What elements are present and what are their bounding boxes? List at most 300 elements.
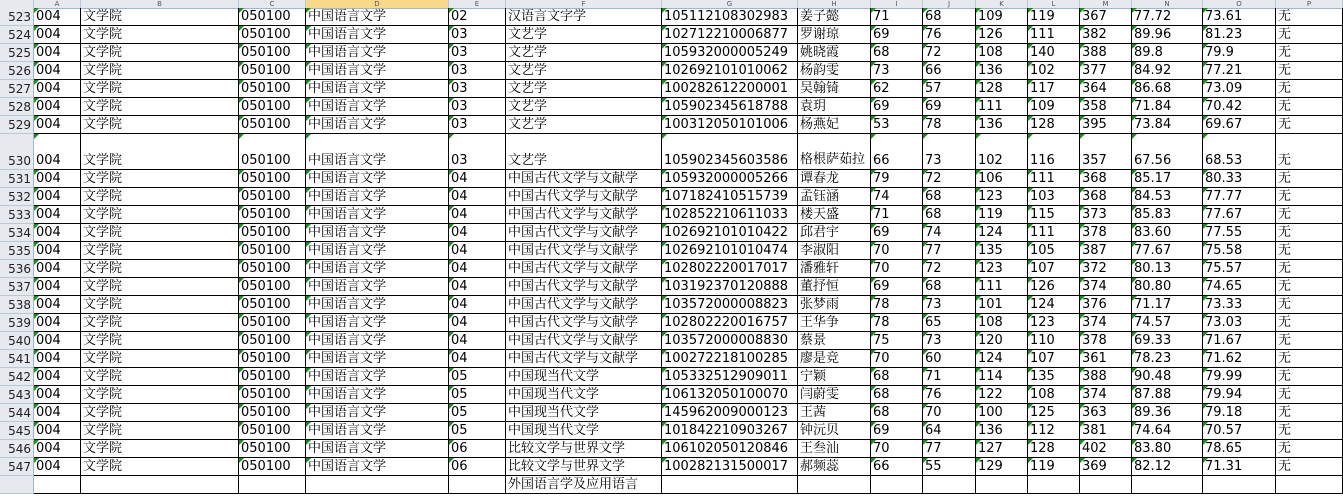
cell-k[interactable]: 127	[976, 440, 1028, 458]
cell-k[interactable]: 100	[976, 404, 1028, 422]
cell-d[interactable]: 中国语言文学	[306, 44, 449, 62]
cell-b[interactable]: 文学院	[81, 386, 239, 404]
cell-m[interactable]: 395	[1080, 116, 1132, 134]
cell-p[interactable]: 无	[1276, 188, 1343, 206]
cell-l[interactable]: 117	[1028, 80, 1080, 98]
cell-o[interactable]: 71.31	[1203, 458, 1276, 476]
cell-a[interactable]	[34, 476, 81, 494]
cell-d[interactable]: 中国语言文学	[306, 368, 449, 386]
cell-e[interactable]: 06	[449, 440, 506, 458]
cell-e[interactable]: 04	[449, 170, 506, 188]
cell-g[interactable]: 105932000005266	[662, 170, 798, 188]
cell-nv[interactable]	[1132, 476, 1203, 494]
cell-h[interactable]: 邱君宇	[798, 224, 871, 242]
cell-nv[interactable]: 67.56	[1132, 134, 1203, 170]
cell-i[interactable]: 70	[871, 440, 923, 458]
cell-p[interactable]: 无	[1276, 44, 1343, 62]
cell-k[interactable]: 111	[976, 98, 1028, 116]
cell-k[interactable]: 136	[976, 116, 1028, 134]
cell-b[interactable]: 文学院	[81, 206, 239, 224]
column-header-n[interactable]: N	[1132, 0, 1203, 8]
cell-a[interactable]: 004	[34, 170, 81, 188]
cell-m[interactable]: 357	[1080, 134, 1132, 170]
cell-l[interactable]: 124	[1028, 296, 1080, 314]
cell-f[interactable]: 汉语言文字学	[506, 8, 662, 26]
cell-h[interactable]: 格根萨茹拉	[798, 134, 871, 170]
cell-f[interactable]: 文艺学	[506, 116, 662, 134]
cell-b[interactable]: 文学院	[81, 458, 239, 476]
cell-c[interactable]: 050100	[239, 80, 306, 98]
cell-j[interactable]: 77	[923, 440, 976, 458]
cell-h[interactable]: 宁颖	[798, 368, 871, 386]
cell-g[interactable]: 103572000008823	[662, 296, 798, 314]
cell-o[interactable]: 69.67	[1203, 116, 1276, 134]
cell-m[interactable]: 372	[1080, 260, 1132, 278]
cell-k[interactable]: 124	[976, 224, 1028, 242]
cell-e[interactable]	[449, 476, 506, 494]
row-header[interactable]: 547	[0, 458, 34, 476]
cell-k[interactable]: 124	[976, 350, 1028, 368]
cell-nv[interactable]: 84.53	[1132, 188, 1203, 206]
cell-k[interactable]: 129	[976, 458, 1028, 476]
cell-e[interactable]: 02	[449, 8, 506, 26]
cell-p[interactable]: 无	[1276, 314, 1343, 332]
cell-h[interactable]: 潘雅轩	[798, 260, 871, 278]
cell-b[interactable]: 文学院	[81, 8, 239, 26]
cell-d[interactable]: 中国语言文学	[306, 314, 449, 332]
cell-e[interactable]: 04	[449, 206, 506, 224]
cell-f[interactable]: 中国现当代文学	[506, 368, 662, 386]
cell-e[interactable]: 03	[449, 134, 506, 170]
cell-j[interactable]: 76	[923, 386, 976, 404]
cell-m[interactable]: 388	[1080, 368, 1132, 386]
cell-p[interactable]: 无	[1276, 386, 1343, 404]
cell-g[interactable]: 102712210006877	[662, 26, 798, 44]
cell-i[interactable]: 68	[871, 386, 923, 404]
cell-i[interactable]: 69	[871, 422, 923, 440]
cell-j[interactable]: 73	[923, 332, 976, 350]
cell-p[interactable]: 无	[1276, 26, 1343, 44]
row-header[interactable]: 542	[0, 368, 34, 386]
column-header-e[interactable]: E	[449, 0, 506, 8]
cell-g[interactable]: 105902345618788	[662, 98, 798, 116]
cell-k[interactable]: 101	[976, 296, 1028, 314]
cell-f[interactable]: 文艺学	[506, 134, 662, 170]
cell-e[interactable]: 04	[449, 314, 506, 332]
cell-c[interactable]: 050100	[239, 422, 306, 440]
cell-b[interactable]: 文学院	[81, 116, 239, 134]
cell-h[interactable]: 郝频蕊	[798, 458, 871, 476]
cell-d[interactable]: 中国语言文学	[306, 458, 449, 476]
cell-b[interactable]: 文学院	[81, 224, 239, 242]
cell-g[interactable]: 145962009000123	[662, 404, 798, 422]
cell-nv[interactable]: 85.17	[1132, 170, 1203, 188]
cell-a[interactable]: 004	[34, 224, 81, 242]
cell-i[interactable]: 70	[871, 350, 923, 368]
cell-l[interactable]: 125	[1028, 404, 1080, 422]
cell-m[interactable]: 363	[1080, 404, 1132, 422]
cell-m[interactable]: 381	[1080, 422, 1132, 440]
row-header[interactable]: 524	[0, 26, 34, 44]
cell-m[interactable]: 374	[1080, 278, 1132, 296]
cell-m[interactable]: 367	[1080, 8, 1132, 26]
row-header[interactable]: 544	[0, 404, 34, 422]
cell-p[interactable]: 无	[1276, 80, 1343, 98]
cell-p[interactable]: 无	[1276, 404, 1343, 422]
cell-b[interactable]: 文学院	[81, 260, 239, 278]
cell-e[interactable]: 04	[449, 188, 506, 206]
column-header-d[interactable]: D	[306, 0, 449, 8]
cell-d[interactable]: 中国语言文学	[306, 242, 449, 260]
cell-o[interactable]: 73.09	[1203, 80, 1276, 98]
cell-l[interactable]: 111	[1028, 26, 1080, 44]
cell-o[interactable]: 77.21	[1203, 62, 1276, 80]
cell-l[interactable]: 107	[1028, 350, 1080, 368]
cell-f[interactable]: 中国古代文学与文献学	[506, 206, 662, 224]
cell-a[interactable]: 004	[34, 368, 81, 386]
cell-p[interactable]: 无	[1276, 350, 1343, 368]
cell-d[interactable]: 中国语言文学	[306, 98, 449, 116]
cell-k[interactable]: 123	[976, 260, 1028, 278]
cell-p[interactable]: 无	[1276, 368, 1343, 386]
cell-p[interactable]: 无	[1276, 116, 1343, 134]
row-header[interactable]: 541	[0, 350, 34, 368]
cell-h[interactable]: 杨燕妃	[798, 116, 871, 134]
cell-a[interactable]: 004	[34, 44, 81, 62]
cell-i[interactable]: 68	[871, 44, 923, 62]
cell-j[interactable]: 69	[923, 98, 976, 116]
cell-b[interactable]: 文学院	[81, 26, 239, 44]
cell-p[interactable]: 无	[1276, 260, 1343, 278]
row-header[interactable]: 533	[0, 206, 34, 224]
cell-m[interactable]: 388	[1080, 44, 1132, 62]
cell-h[interactable]: 孟钰涵	[798, 188, 871, 206]
cell-k[interactable]: 102	[976, 134, 1028, 170]
cell-i[interactable]: 79	[871, 170, 923, 188]
row-header[interactable]: 532	[0, 188, 34, 206]
cell-l[interactable]: 111	[1028, 170, 1080, 188]
cell-c[interactable]: 050100	[239, 296, 306, 314]
cell-i[interactable]: 70	[871, 242, 923, 260]
cell-m[interactable]: 373	[1080, 206, 1132, 224]
cell-f[interactable]: 中国古代文学与文献学	[506, 170, 662, 188]
cell-k[interactable]: 106	[976, 170, 1028, 188]
cell-g[interactable]: 102802220017017	[662, 260, 798, 278]
cell-c[interactable]: 050100	[239, 206, 306, 224]
column-header-j[interactable]: J	[923, 0, 976, 8]
cell-k[interactable]: 122	[976, 386, 1028, 404]
cell-p[interactable]: 无	[1276, 296, 1343, 314]
cell-f[interactable]: 中国古代文学与文献学	[506, 188, 662, 206]
cell-d[interactable]: 中国语言文学	[306, 332, 449, 350]
cell-c[interactable]: 050100	[239, 224, 306, 242]
cell-a[interactable]: 004	[34, 440, 81, 458]
cell-e[interactable]: 04	[449, 278, 506, 296]
cell-p[interactable]: 无	[1276, 98, 1343, 116]
row-header[interactable]: 525	[0, 44, 34, 62]
cell-g[interactable]: 105932000005249	[662, 44, 798, 62]
cell-e[interactable]: 04	[449, 296, 506, 314]
cell-d[interactable]: 中国语言文学	[306, 116, 449, 134]
cell-k[interactable]: 108	[976, 314, 1028, 332]
cell-p[interactable]: 无	[1276, 440, 1343, 458]
cell-p[interactable]: 无	[1276, 422, 1343, 440]
cell-j[interactable]: 72	[923, 170, 976, 188]
cell-c[interactable]: 050100	[239, 26, 306, 44]
cell-nv[interactable]: 89.96	[1132, 26, 1203, 44]
cell-h[interactable]	[798, 476, 871, 494]
cell-m[interactable]: 358	[1080, 98, 1132, 116]
cell-m[interactable]: 378	[1080, 332, 1132, 350]
cell-f[interactable]: 中国古代文学与文献学	[506, 278, 662, 296]
cell-o[interactable]: 71.62	[1203, 350, 1276, 368]
cell-a[interactable]: 004	[34, 188, 81, 206]
cell-o[interactable]: 73.33	[1203, 296, 1276, 314]
cell-m[interactable]: 377	[1080, 62, 1132, 80]
cell-h[interactable]: 李淑阳	[798, 242, 871, 260]
cell-m[interactable]: 376	[1080, 296, 1132, 314]
row-header[interactable]: 543	[0, 386, 34, 404]
cell-d[interactable]: 中国语言文学	[306, 350, 449, 368]
cell-f[interactable]: 中国古代文学与文献学	[506, 350, 662, 368]
cell-i[interactable]: 69	[871, 26, 923, 44]
cell-nv[interactable]: 74.64	[1132, 422, 1203, 440]
cell-j[interactable]: 78	[923, 116, 976, 134]
cell-o[interactable]: 70.57	[1203, 422, 1276, 440]
cell-e[interactable]: 04	[449, 224, 506, 242]
cell-c[interactable]: 050100	[239, 44, 306, 62]
cell-a[interactable]: 004	[34, 422, 81, 440]
row-header[interactable]: 526	[0, 62, 34, 80]
cell-l[interactable]: 107	[1028, 260, 1080, 278]
cell-f[interactable]: 文艺学	[506, 26, 662, 44]
row-header[interactable]: 523	[0, 8, 34, 26]
cell-a[interactable]: 004	[34, 242, 81, 260]
cell-f[interactable]: 中国古代文学与文献学	[506, 242, 662, 260]
cell-h[interactable]: 袁玥	[798, 98, 871, 116]
cell-c[interactable]: 050100	[239, 242, 306, 260]
cell-k[interactable]: 135	[976, 242, 1028, 260]
cell-b[interactable]: 文学院	[81, 440, 239, 458]
cell-d[interactable]: 中国语言文学	[306, 422, 449, 440]
cell-i[interactable]: 75	[871, 332, 923, 350]
row-header[interactable]: 536	[0, 260, 34, 278]
column-header-f[interactable]: F	[506, 0, 662, 8]
cell-l[interactable]: 115	[1028, 206, 1080, 224]
cell-c[interactable]: 050100	[239, 62, 306, 80]
column-header-g[interactable]: G	[662, 0, 798, 8]
cell-k[interactable]: 111	[976, 278, 1028, 296]
cell-h[interactable]: 王华争	[798, 314, 871, 332]
cell-b[interactable]: 文学院	[81, 422, 239, 440]
cell-h[interactable]: 罗谢琼	[798, 26, 871, 44]
cell-o[interactable]: 73.61	[1203, 8, 1276, 26]
cell-c[interactable]: 050100	[239, 314, 306, 332]
cell-f[interactable]: 中国古代文学与文献学	[506, 260, 662, 278]
cell-e[interactable]: 03	[449, 62, 506, 80]
cell-b[interactable]: 文学院	[81, 62, 239, 80]
cell-f[interactable]: 中国现当代文学	[506, 404, 662, 422]
cell-nv[interactable]: 89.8	[1132, 44, 1203, 62]
cell-k[interactable]: 136	[976, 62, 1028, 80]
cell-l[interactable]: 109	[1028, 98, 1080, 116]
cell-g[interactable]: 102852210611033	[662, 206, 798, 224]
cell-o[interactable]: 73.03	[1203, 314, 1276, 332]
cell-k[interactable]: 128	[976, 80, 1028, 98]
cell-b[interactable]: 文学院	[81, 296, 239, 314]
row-header[interactable]	[0, 476, 34, 494]
cell-h[interactable]: 闫蔚雯	[798, 386, 871, 404]
cell-j[interactable]: 74	[923, 224, 976, 242]
select-all-corner[interactable]	[0, 0, 34, 8]
cell-i[interactable]: 69	[871, 98, 923, 116]
cell-l[interactable]: 111	[1028, 224, 1080, 242]
cell-e[interactable]: 04	[449, 332, 506, 350]
cell-l[interactable]: 103	[1028, 188, 1080, 206]
cell-j[interactable]: 68	[923, 278, 976, 296]
cell-o[interactable]: 77.67	[1203, 206, 1276, 224]
cell-o[interactable]: 74.65	[1203, 278, 1276, 296]
cell-g[interactable]	[662, 476, 798, 494]
cell-m[interactable]: 402	[1080, 440, 1132, 458]
cell-o[interactable]: 68.53	[1203, 134, 1276, 170]
cell-e[interactable]: 03	[449, 116, 506, 134]
cell-d[interactable]: 中国语言文学	[306, 386, 449, 404]
column-header-b[interactable]: B	[81, 0, 239, 8]
cell-l[interactable]	[1028, 476, 1080, 494]
cell-c[interactable]: 050100	[239, 458, 306, 476]
cell-h[interactable]: 杨韵雯	[798, 62, 871, 80]
cell-p[interactable]: 无	[1276, 8, 1343, 26]
cell-f[interactable]: 文艺学	[506, 44, 662, 62]
cell-l[interactable]: 128	[1028, 116, 1080, 134]
cell-m[interactable]: 368	[1080, 188, 1132, 206]
cell-a[interactable]: 004	[34, 386, 81, 404]
cell-j[interactable]: 70	[923, 404, 976, 422]
cell-e[interactable]: 04	[449, 350, 506, 368]
cell-e[interactable]: 04	[449, 242, 506, 260]
cell-e[interactable]: 05	[449, 422, 506, 440]
cell-h[interactable]: 姜子懿	[798, 8, 871, 26]
cell-k[interactable]: 136	[976, 422, 1028, 440]
cell-nv[interactable]: 85.83	[1132, 206, 1203, 224]
cell-o[interactable]: 80.33	[1203, 170, 1276, 188]
cell-o[interactable]: 78.65	[1203, 440, 1276, 458]
cell-j[interactable]: 71	[923, 368, 976, 386]
cell-b[interactable]: 文学院	[81, 170, 239, 188]
row-header[interactable]: 539	[0, 314, 34, 332]
cell-m[interactable]	[1080, 476, 1132, 494]
cell-a[interactable]: 004	[34, 314, 81, 332]
cell-a[interactable]: 004	[34, 62, 81, 80]
cell-d[interactable]: 中国语言文学	[306, 206, 449, 224]
cell-f[interactable]: 文艺学	[506, 62, 662, 80]
cell-g[interactable]: 102802220016757	[662, 314, 798, 332]
cell-nv[interactable]: 74.57	[1132, 314, 1203, 332]
cell-f[interactable]: 比较文学与世界文学	[506, 458, 662, 476]
cell-l[interactable]: 135	[1028, 368, 1080, 386]
cell-j[interactable]: 57	[923, 80, 976, 98]
cell-d[interactable]: 中国语言文学	[306, 440, 449, 458]
cell-c[interactable]: 050100	[239, 404, 306, 422]
cell-i[interactable]: 71	[871, 8, 923, 26]
cell-m[interactable]: 369	[1080, 458, 1132, 476]
cell-g[interactable]: 102692101010422	[662, 224, 798, 242]
cell-b[interactable]: 文学院	[81, 350, 239, 368]
cell-l[interactable]: 110	[1028, 332, 1080, 350]
cell-i[interactable]: 78	[871, 314, 923, 332]
cell-o[interactable]: 71.67	[1203, 332, 1276, 350]
cell-nv[interactable]: 82.12	[1132, 458, 1203, 476]
cell-m[interactable]: 378	[1080, 224, 1132, 242]
cell-o[interactable]: 79.18	[1203, 404, 1276, 422]
cell-e[interactable]: 03	[449, 80, 506, 98]
cell-b[interactable]	[81, 476, 239, 494]
cell-i[interactable]: 73	[871, 62, 923, 80]
cell-d[interactable]: 中国语言文学	[306, 260, 449, 278]
cell-i[interactable]: 69	[871, 224, 923, 242]
cell-c[interactable]: 050100	[239, 116, 306, 134]
cell-o[interactable]: 75.57	[1203, 260, 1276, 278]
cell-j[interactable]: 76	[923, 26, 976, 44]
cell-o[interactable]: 77.55	[1203, 224, 1276, 242]
cell-a[interactable]: 004	[34, 278, 81, 296]
cell-p[interactable]: 无	[1276, 62, 1343, 80]
cell-l[interactable]: 119	[1028, 8, 1080, 26]
cell-g[interactable]: 106102050120846	[662, 440, 798, 458]
cell-d[interactable]: 中国语言文学	[306, 278, 449, 296]
cell-o[interactable]: 79.9	[1203, 44, 1276, 62]
cell-d[interactable]: 中国语言文学	[306, 26, 449, 44]
cell-c[interactable]: 050100	[239, 134, 306, 170]
cell-b[interactable]: 文学院	[81, 314, 239, 332]
row-header[interactable]: 538	[0, 296, 34, 314]
cell-f[interactable]: 文艺学	[506, 80, 662, 98]
cell-d[interactable]: 中国语言文学	[306, 404, 449, 422]
cell-nv[interactable]: 71.84	[1132, 98, 1203, 116]
cell-a[interactable]: 004	[34, 350, 81, 368]
cell-i[interactable]: 71	[871, 206, 923, 224]
cell-j[interactable]	[923, 476, 976, 494]
cell-h[interactable]: 蔡景	[798, 332, 871, 350]
cell-l[interactable]: 119	[1028, 458, 1080, 476]
cell-b[interactable]: 文学院	[81, 332, 239, 350]
cell-a[interactable]: 004	[34, 332, 81, 350]
cell-g[interactable]: 100312050101006	[662, 116, 798, 134]
cell-h[interactable]: 张梦雨	[798, 296, 871, 314]
cell-nv[interactable]: 83.60	[1132, 224, 1203, 242]
cell-k[interactable]: 123	[976, 188, 1028, 206]
cell-g[interactable]: 103192370120888	[662, 278, 798, 296]
cell-a[interactable]: 004	[34, 26, 81, 44]
cell-b[interactable]: 文学院	[81, 404, 239, 422]
cell-l[interactable]: 108	[1028, 386, 1080, 404]
cell-f[interactable]: 外国语言学及应用语言	[506, 476, 662, 494]
cell-l[interactable]: 123	[1028, 314, 1080, 332]
cell-i[interactable]	[871, 476, 923, 494]
cell-p[interactable]: 无	[1276, 170, 1343, 188]
cell-g[interactable]: 102692101010474	[662, 242, 798, 260]
cell-nv[interactable]: 77.72	[1132, 8, 1203, 26]
cell-b[interactable]: 文学院	[81, 98, 239, 116]
cell-l[interactable]: 102	[1028, 62, 1080, 80]
cell-e[interactable]: 05	[449, 368, 506, 386]
cell-h[interactable]: 廖是竞	[798, 350, 871, 368]
cell-c[interactable]: 050100	[239, 386, 306, 404]
cell-m[interactable]: 374	[1080, 386, 1132, 404]
cell-j[interactable]: 55	[923, 458, 976, 476]
cell-b[interactable]: 文学院	[81, 278, 239, 296]
